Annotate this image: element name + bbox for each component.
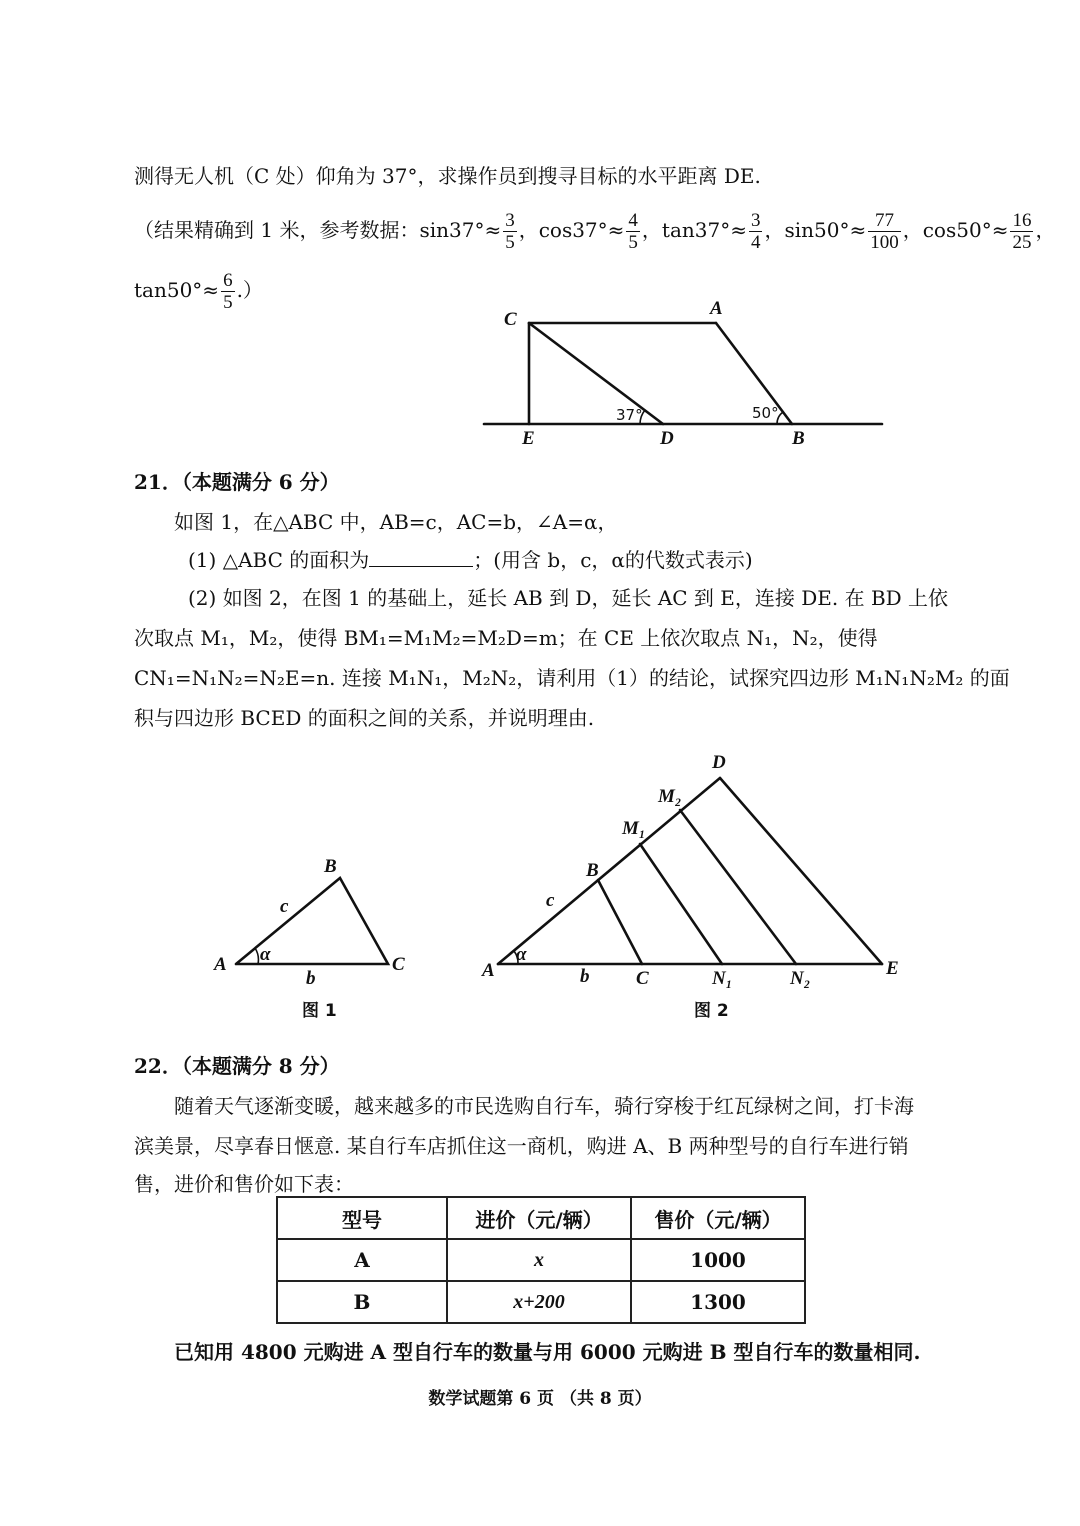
table-header-row bbox=[277, 1197, 805, 1239]
q21-figure-1 bbox=[200, 840, 420, 990]
q21-part1-hint: ；(用含 b，c，α的代数式表示) bbox=[473, 548, 753, 572]
ref-tan50: tan50°≈ bbox=[134, 278, 220, 302]
q21-part1 bbox=[188, 546, 753, 574]
frac-sin37: $\frac{3}{5}$ bbox=[505, 210, 515, 253]
q22-line1: 随着天气逐渐变暖，越来越多的市民选购自行车，骑行穿梭于红瓦绿树之间，打卡海 bbox=[174, 1094, 914, 1118]
segment-de bbox=[720, 778, 882, 964]
label-b: B bbox=[792, 428, 805, 449]
ref-cos37: ，cos37°≈ bbox=[518, 218, 625, 242]
label-angle-37: 37° bbox=[616, 406, 643, 424]
segment-m1n1 bbox=[640, 844, 722, 964]
table-header: 型号 bbox=[277, 1197, 447, 1239]
q22-heading: 22．（本题满分 8 分） bbox=[134, 1054, 340, 1078]
table-cell: 1000 bbox=[631, 1239, 805, 1281]
ref-comma: ， bbox=[1035, 218, 1056, 242]
q21-part2-line2: 次取点 M₁，M₂，使得 BM₁=M₁M₂=M₂D=m；在 CE 上依次取点 N₁，N₂，使得 bbox=[134, 626, 878, 650]
table-row bbox=[277, 1281, 805, 1323]
fig2-label-a: A bbox=[482, 960, 495, 981]
fig1-label-b: B bbox=[324, 856, 337, 877]
label-c: C bbox=[504, 309, 517, 330]
q22-line2: 滨美景，尽享春日惬意. 某自行车店抓住这一商机，购进 A、B 两种型号的自行车进行销 bbox=[134, 1134, 909, 1158]
frac-sin50: $\frac{77}{100}$ bbox=[870, 210, 899, 253]
q22-line3: 售，进价和售价如下表： bbox=[134, 1172, 354, 1196]
q21-part2-line4: 积与四边形 BCED 的面积之间的关系，并说明理由. bbox=[134, 706, 595, 730]
fig2-label-n1: N₁ bbox=[712, 968, 733, 989]
fig2-label-c: C bbox=[636, 968, 649, 989]
segment-cd bbox=[529, 323, 663, 424]
ref-sin50: ，sin50°≈ bbox=[764, 218, 867, 242]
label-a: A bbox=[710, 298, 723, 319]
fig1-label-a: A bbox=[214, 954, 227, 975]
table-cell: B bbox=[277, 1281, 447, 1323]
q22-conclusion: 已知用 4800 元购进 A 型自行车的数量与用 6000 元购进 B 型自行车的数量相同. bbox=[174, 1340, 921, 1364]
q21-figure-2 bbox=[476, 750, 916, 990]
label-d: D bbox=[660, 428, 674, 449]
q21-part1-text: (1) △ABC 的面积为 bbox=[188, 548, 370, 572]
fig2-label-side-c: c bbox=[546, 890, 555, 911]
price-table bbox=[276, 1196, 806, 1324]
label-angle-50: 50° bbox=[752, 404, 779, 422]
fig1-label-side-b: b bbox=[306, 968, 316, 989]
fig2-label-alpha: α bbox=[516, 944, 527, 965]
segment-m2n2 bbox=[680, 810, 796, 964]
ref-sin37: sin37°≈ bbox=[419, 218, 502, 242]
table-header: 进价（元/辆） bbox=[447, 1197, 631, 1239]
triangle-abc bbox=[236, 878, 388, 964]
frac-cos50: $\frac{16}{25}$ bbox=[1012, 210, 1032, 253]
frac-cos37: $\frac{4}{5}$ bbox=[628, 210, 638, 253]
fig2-label-e: E bbox=[886, 958, 899, 979]
fig2-label-side-b: b bbox=[580, 966, 590, 987]
segment-bc bbox=[598, 880, 642, 964]
segment-ad bbox=[498, 778, 720, 964]
ref-end: .） bbox=[236, 278, 263, 302]
table-cell: 1300 bbox=[631, 1281, 805, 1323]
angle-alpha-arc bbox=[255, 948, 258, 964]
q21-part2-line1: (2) 如图 2，在图 1 的基础上，延长 AB 到 D，延长 AC 到 E，连接 DE. 在 BD 上依 bbox=[188, 586, 949, 610]
table-cell: A bbox=[277, 1239, 447, 1281]
q21-intro: 如图 1，在△ABC 中，AB=c，AC=b，∠A=α， bbox=[174, 510, 618, 534]
ref-cos50: ，cos50°≈ bbox=[902, 218, 1009, 242]
q21-heading: 21．（本题满分 6 分） bbox=[134, 470, 340, 494]
frac-tan50: $\frac{6}{5}$ bbox=[223, 270, 233, 313]
ref-tan37: ，tan37°≈ bbox=[641, 218, 747, 242]
table-header: 售价（元/辆） bbox=[631, 1197, 805, 1239]
fig1-label-side-c: c bbox=[280, 896, 289, 917]
q20-figure bbox=[470, 292, 900, 452]
fig1-label-c: C bbox=[392, 954, 405, 975]
q20-line1: 测得无人机（C 处）仰角为 37°，求操作员到搜寻目标的水平距离 DE. bbox=[134, 164, 761, 188]
fig1-label-alpha: α bbox=[260, 944, 271, 965]
frac-tan37: $\frac{3}{4}$ bbox=[750, 210, 761, 253]
fig2-caption: 图 2 bbox=[694, 1001, 729, 1021]
fig2-label-m1: M₁ bbox=[622, 818, 646, 839]
label-e: E bbox=[522, 428, 535, 449]
table-cell: x bbox=[447, 1239, 631, 1281]
table-row bbox=[277, 1239, 805, 1281]
fig1-caption: 图 1 bbox=[302, 1001, 337, 1021]
table-cell: x+200 bbox=[447, 1281, 631, 1323]
q20-reference-data bbox=[134, 210, 1055, 253]
fig2-label-b: B bbox=[586, 860, 599, 881]
ref-prefix: （结果精确到 1 米，参考数据： bbox=[134, 218, 420, 242]
fig2-label-d: D bbox=[712, 752, 726, 773]
answer-blank bbox=[369, 548, 473, 567]
fig2-label-n2: N₂ bbox=[790, 968, 811, 989]
fig2-label-m2: M₂ bbox=[658, 786, 682, 807]
page-footer: 数学试题第 6 页 （共 8 页） bbox=[428, 1389, 652, 1409]
q21-part2-line3: CN₁=N₁N₂=N₂E=n. 连接 M₁N₁，M₂N₂，请利用（1）的结论，试探究四边形 M₁N₁N₂M₂ 的面 bbox=[134, 666, 1010, 690]
q20-reference-data-2 bbox=[134, 270, 263, 313]
